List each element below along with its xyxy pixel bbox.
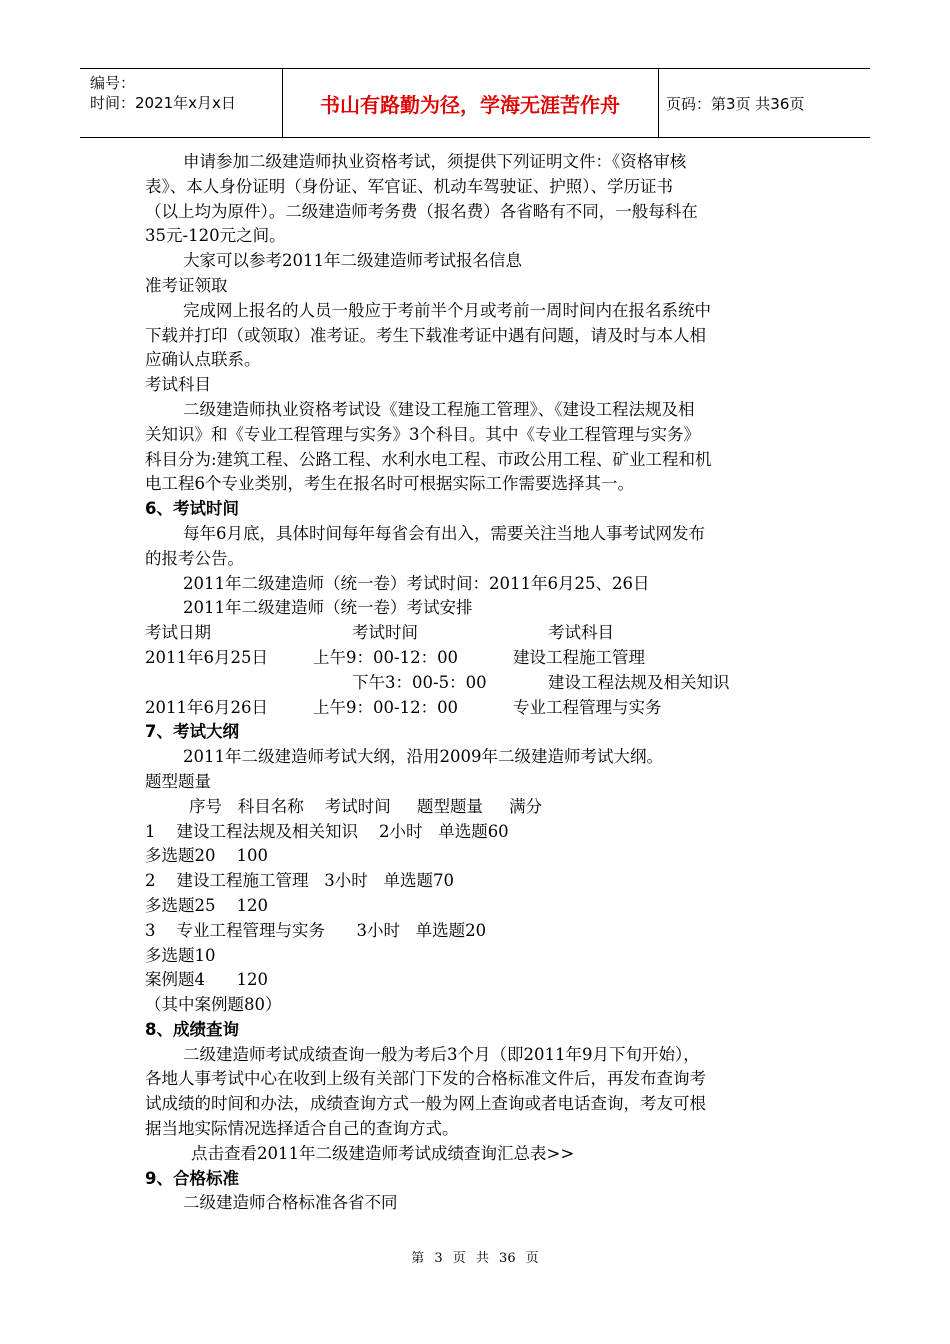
page-footer: 第 3 页 共 36 页 [411, 1251, 539, 1266]
schedule-row [145, 696, 815, 721]
question-type-line: 案例题4 120 [145, 970, 268, 990]
schedule-header-cell: 考试科目 [548, 623, 614, 643]
question-type-line: 2 建设工程施工管理 3小时 单选题70 [145, 871, 454, 891]
schedule-cell: 建设工程施工管理 [513, 647, 645, 667]
header-divider [658, 69, 659, 137]
question-type-header: 序号 科目名称 考试时间 题型题量 满分 [189, 796, 543, 816]
header-slogan: 书山有路勤为径，学海无涯苦作舟 [320, 92, 620, 117]
paragraph-line: 据当地实际情况选择适合自己的查询方式。 [145, 1119, 459, 1139]
paragraph-line: 关知识》和《专业工程管理与实务》3个科目。其中《专业工程管理与实务》 [145, 424, 700, 444]
paragraph-line: 试成绩的时间和办法，成绩查询方式一般为网上查询或者电话查询，考友可根 [145, 1094, 706, 1114]
section-heading: 6、考试时间 [145, 499, 239, 519]
paragraph-line: 表》、本人身份证明（身份证、军官证、机动车驾驶证、护照）、学历证书 [145, 176, 673, 196]
number-label: 编号： [90, 74, 136, 92]
score-summary-link[interactable]: 点击查看2011年二级建造师考试成绩查询汇总表>> [191, 1143, 575, 1163]
schedule-header-row [145, 621, 815, 646]
question-type-title: 题型题量 [145, 771, 211, 791]
paragraph-line: 申请参加二级建造师执业资格考试，须提供下列证明文件：《资格审核 [183, 152, 687, 171]
question-type-line: 多选题10 [145, 945, 216, 965]
paragraph-line: 下载并打印（或领取）准考证。考生下载准考证中遇有问题，请及时与本人相 [145, 325, 706, 345]
schedule-cell: 上午9：00-12：00 [313, 697, 459, 717]
paragraph-line: 二级建造师合格标准各省不同 [183, 1193, 398, 1213]
schedule-header-cell: 考试时间 [352, 623, 418, 643]
admit-ticket-title: 准考证领取 [145, 275, 228, 295]
paragraph-line: 各地人事考试中心在收到上级有关部门下发的合格标准文件后，再发布查询考 [145, 1069, 706, 1089]
header-page-info: 页码：第3页 共36页 [666, 94, 805, 113]
question-type-line: （其中案例题80） [145, 995, 282, 1015]
exam-schedule-title: 2011年二级建造师（统一卷）考试安排 [183, 598, 473, 618]
paragraph-line: 35元-120元之间。 [145, 226, 286, 246]
paragraph-line: 二级建造师考试成绩查询一般为考后3个月（即2011年9月下旬开始）， [183, 1044, 700, 1064]
schedule-cell: 专业工程管理与实务 [513, 697, 662, 717]
question-type-line: 多选题25 120 [145, 895, 268, 915]
outline-line: 2011年二级建造师考试大纲，沿用2009年二级建造师考试大纲。 [183, 747, 663, 767]
schedule-header-cell: 考试日期 [145, 623, 211, 643]
question-type-line: 多选题20 100 [145, 846, 268, 866]
subjects-title: 考试科目 [145, 375, 211, 395]
section-heading: 7、考试大纲 [145, 722, 239, 742]
reference-link[interactable]: 大家可以参考2011年二级建造师考试报名信息 [183, 251, 522, 271]
exam-time-line: 2011年二级建造师（统一卷）考试时间：2011年6月25、26日 [183, 573, 650, 593]
question-type-line: 1 建设工程法规及相关知识 2小时 单选题60 [145, 821, 509, 841]
schedule-cell: 下午3：00-5：00 [352, 672, 487, 692]
paragraph-line: 电工程6个专业类别，考生在报名时可根据实际工作需要选择其一。 [145, 474, 634, 494]
question-type-line: 3 专业工程管理与实务 3小时 单选题20 [145, 920, 487, 940]
schedule-cell: 建设工程法规及相关知识 [548, 672, 730, 692]
paragraph-line: 的报考公告。 [145, 548, 244, 568]
document-body [145, 150, 815, 1216]
section-heading: 9、合格标准 [145, 1168, 239, 1188]
section-heading: 8、成绩查询 [145, 1019, 239, 1039]
paragraph-line: （以上均为原件）。二级建造师考务费（报名费）各省略有不同，一般每科在 [145, 201, 698, 221]
page-header [80, 68, 870, 138]
paragraph-line: 科目分为:建筑工程、公路工程、水利水电工程、市政公用工程、矿业工程和机 [145, 449, 712, 469]
paragraph-line: 二级建造师执业资格考试设《建设工程施工管理》、《建设工程法规及相 [183, 399, 695, 419]
schedule-cell: 2011年6月26日 [145, 697, 268, 717]
schedule-cell: 上午9：00-12：00 [313, 647, 459, 667]
time-label: 时间：2021年x月x日 [90, 94, 236, 112]
paragraph-line: 应确认点联系。 [145, 350, 261, 370]
paragraph-line: 每年6月底，具体时间每年每省会有出入，需要关注当地人事考试网发布 [183, 523, 705, 543]
paragraph-line: 完成网上报名的人员一般应于考前半个月或考前一周时间内在报名系统中 [183, 300, 711, 320]
schedule-row [145, 671, 815, 696]
header-meta [90, 73, 236, 113]
schedule-row [145, 646, 815, 671]
schedule-cell: 2011年6月25日 [145, 647, 268, 667]
